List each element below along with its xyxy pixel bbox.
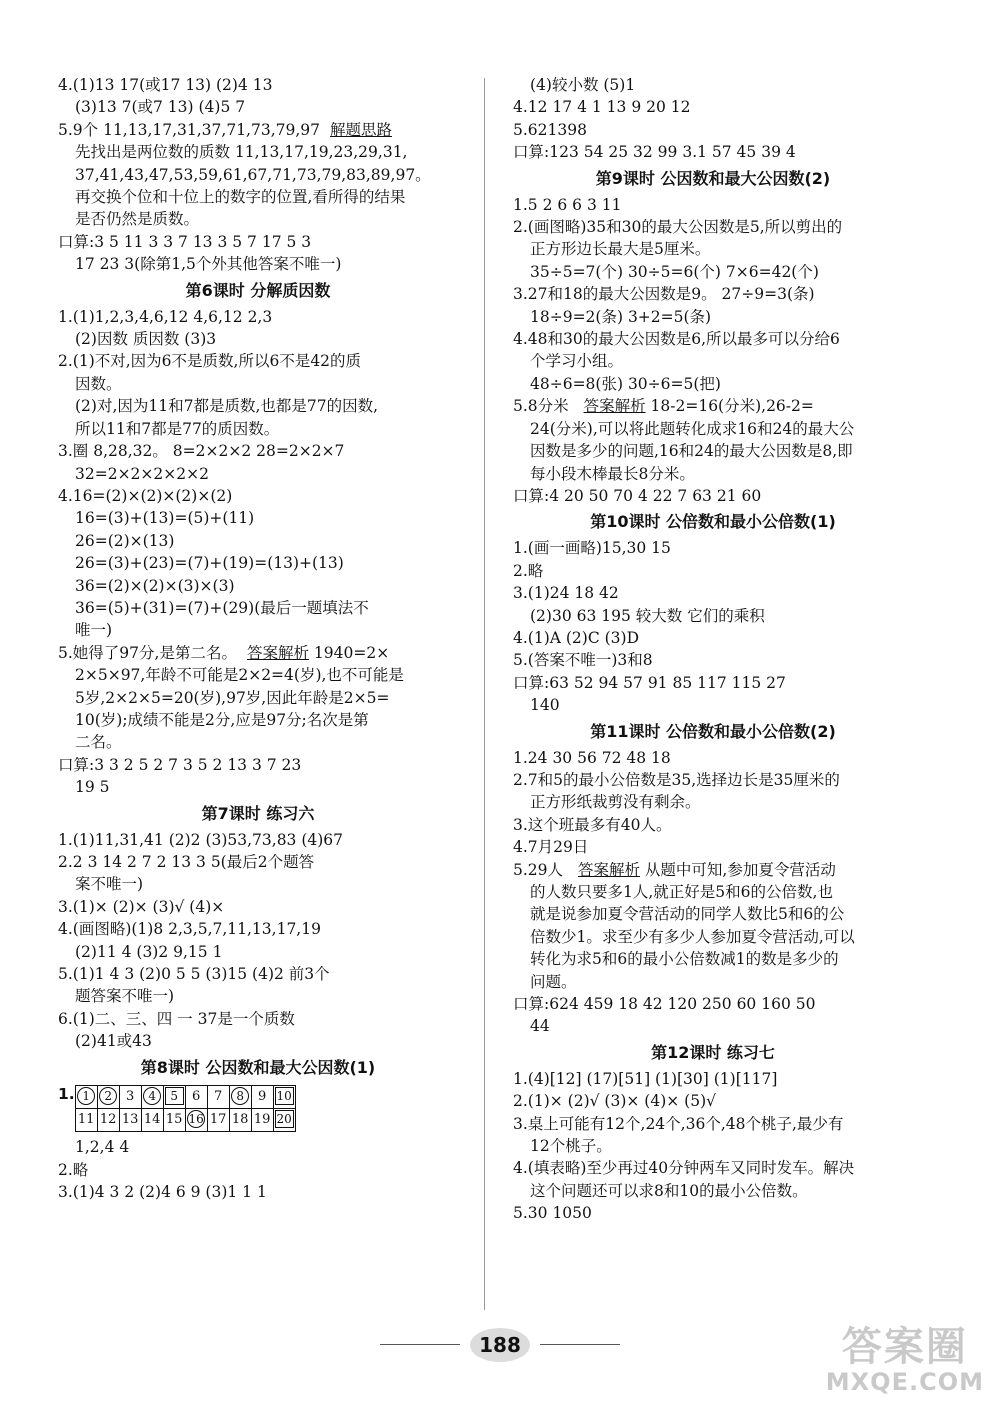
lesson-heading: 第11课时 公倍数和最小公倍数(2) bbox=[590, 721, 836, 741]
answer-line: (2)因数 质因数 (3)3 bbox=[75, 330, 217, 349]
answer-line: 17 23 3(除第1,5个外其他答案不唯一) bbox=[75, 255, 342, 274]
answer-line: 2.7和5的最小公倍数是35,选择边长是35厘米的 bbox=[513, 770, 840, 789]
grid-cell: 18 bbox=[229, 1109, 251, 1132]
watermark-logo: 答案圈 bbox=[841, 1324, 968, 1370]
answer-line: (3)13 7(或7 13) (4)5 7 bbox=[75, 98, 246, 117]
answer-line: 2.2 3 14 2 7 2 13 3 5(最后2个题答 bbox=[58, 853, 315, 871]
grid-cell: 12 bbox=[97, 1109, 119, 1132]
grid-cell: 5 bbox=[163, 1085, 185, 1108]
grid-cell: 19 bbox=[251, 1109, 273, 1132]
grid-cell: 3 bbox=[119, 1085, 141, 1108]
answer-tag: 答案解析 bbox=[246, 643, 309, 662]
answer-line: 2.(1)不对,因为6不是质数,所以6不是42的质 bbox=[58, 352, 362, 371]
answer-line: 3.(1)× (2)× (3)√ (4)× bbox=[58, 897, 225, 916]
answer-line: 5.(答案不唯一)3和8 bbox=[513, 651, 653, 670]
answer-line: 3.27和18的最大公因数是9。 27÷9=3(条) bbox=[513, 285, 815, 304]
answer-line: 二名。 bbox=[75, 733, 122, 752]
answer-line: 口算:63 52 94 57 91 85 117 115 27 bbox=[513, 673, 786, 692]
answer-line: 32=2×2×2×2×2 bbox=[75, 464, 209, 483]
answer-line: 4.7月29日 bbox=[513, 838, 589, 857]
answer-line: 12个桃子。 bbox=[530, 1137, 612, 1156]
grid-cell: 10 bbox=[273, 1085, 295, 1108]
answer-line: 16=(3)+(13)=(5)+(11) bbox=[75, 509, 255, 528]
answer-line: 10(岁);成绩不能是2分,应是97分;名次是第 bbox=[75, 710, 369, 729]
answer-line: 5.(1)1 4 3 (2)0 5 5 (3)15 (4)2 前3个 bbox=[58, 965, 330, 984]
answer-line: 4.(1)A (2)C (3)D bbox=[513, 628, 639, 647]
answer-line: 5.8分米 答案解析 18-2=16(分米),26-2= bbox=[513, 397, 814, 416]
answer-line: 26=(2)×(13) bbox=[75, 531, 175, 550]
answer-line: 问题。 bbox=[530, 972, 577, 991]
grid-cell: 14 bbox=[141, 1109, 163, 1132]
answer-line: 35÷5=7(个) 30÷5=6(个) 7×6=42(个) bbox=[530, 262, 819, 281]
answer-line: 5.她得了97分,是第二名。 答案解析 1940=2× bbox=[58, 643, 390, 662]
lesson-heading: 第7课时 练习六 bbox=[201, 803, 315, 823]
answer-line: 唯一) bbox=[75, 621, 113, 640]
answer-line: 1.(4)[12] (17)[51] (1)[30] (1)[117] bbox=[513, 1069, 778, 1088]
grid-cell: 11 bbox=[75, 1109, 97, 1132]
watermark-url: MXQE.COM bbox=[825, 1368, 984, 1396]
left-column bbox=[58, 74, 458, 1204]
answer-line: 5.30 1050 bbox=[513, 1204, 592, 1223]
answer-tag: 答案解析 bbox=[583, 397, 646, 416]
answer-line: (2)对,因为11和7都是质数,也都是77的因数, bbox=[75, 397, 379, 416]
answer-line: 是否仍然是质数。 bbox=[75, 210, 200, 229]
answer-line: 36=(5)+(31)=(7)+(29)(最后一题填法不 bbox=[75, 598, 369, 617]
answer-line: 每小段木棒最长8分米。 bbox=[530, 464, 695, 483]
answer-line: 5岁,2×2×5=20(岁),97岁,因此年龄是2×5= bbox=[75, 688, 390, 707]
answer-line: 18÷9=2(条) 3+2=5(条) bbox=[530, 307, 712, 326]
lesson-heading: 第6课时 分解质因数 bbox=[185, 280, 331, 300]
answer-line: 3.(1)4 3 2 (2)4 6 9 (3)1 1 1 bbox=[58, 1183, 267, 1202]
answer-line: 4.16=(2)×(2)×(2)×(2) bbox=[58, 486, 233, 505]
answer-line: 1,2,4 4 bbox=[75, 1138, 130, 1157]
answer-line: 26=(3)+(23)=(7)+(19)=(13)+(13) bbox=[75, 554, 344, 573]
answer-line: 口算:4 20 50 70 4 22 7 63 21 60 bbox=[513, 486, 762, 505]
answer-line: 因数。 bbox=[75, 374, 122, 393]
answer-line: 4.12 17 4 1 13 9 20 12 bbox=[513, 98, 691, 117]
answer-line: 37,41,43,47,53,59,61,67,71,73,79,83,89,97。 bbox=[75, 165, 431, 184]
grid-cell: 6 bbox=[185, 1085, 207, 1108]
grid-cell: 20 bbox=[273, 1109, 295, 1132]
answer-line: 2×5×97,年龄不可能是2×2=4(岁),也不可能是 bbox=[75, 666, 404, 685]
number-grid-answer: 1. 1 2 3 4 5 6 7 8 9 10 11 12 13 14 15 16 17 18 19 20 bbox=[58, 1083, 458, 1137]
grid-cell: 8 bbox=[229, 1085, 251, 1108]
page-number-rule-left bbox=[380, 1344, 460, 1345]
answer-line: 个学习小组。 bbox=[530, 352, 624, 371]
answer-line: 4.(填表略)至少再过40分钟两车又同时发车。解决 bbox=[513, 1159, 855, 1178]
answer-line: 先找出是两位数的质数 11,13,17,19,23,29,31, bbox=[75, 143, 408, 162]
lesson-heading: 第10课时 公倍数和最小公倍数(1) bbox=[590, 512, 836, 532]
answer-line: (4)较小数 (5)1 bbox=[530, 76, 636, 94]
answer-line: 6.(1)二、三、四 一 37是一个质数 bbox=[58, 1009, 295, 1028]
answer-line: 36=(2)×(2)×(3)×(3) bbox=[75, 576, 235, 595]
number-grid bbox=[75, 1085, 296, 1133]
answer-line: 这个问题还可以求8和10的最小公倍数。 bbox=[530, 1181, 808, 1200]
answer-line: 1.(1)1,2,3,4,6,12 4,6,12 2,3 bbox=[58, 307, 273, 326]
answer-line: (2)41或43 bbox=[75, 1032, 152, 1051]
answer-line: (2)30 63 195 较大数 它们的乘积 bbox=[530, 606, 765, 625]
answer-line: 口算:624 459 18 42 120 250 60 160 50 bbox=[513, 995, 816, 1014]
lesson-heading: 第8课时 公因数和最大公因数(1) bbox=[140, 1057, 376, 1077]
grid-cell: 2 bbox=[97, 1085, 119, 1108]
answer-line: 2.略 bbox=[58, 1160, 89, 1179]
grid-cell: 4 bbox=[141, 1085, 163, 1108]
answer-line: 3.(1)24 18 42 bbox=[513, 584, 619, 603]
lesson-heading: 第9课时 公因数和最大公因数(2) bbox=[595, 168, 831, 188]
grid-cell: 9 bbox=[251, 1085, 273, 1108]
answer-line: 案不唯一) bbox=[75, 875, 144, 894]
answer-line: 19 5 bbox=[75, 778, 110, 797]
answer-line: 5.9个 11,13,17,31,37,71,73,79,97 解题思路 bbox=[58, 120, 393, 139]
answer-line: 正方形边长最大是5厘米。 bbox=[530, 240, 711, 259]
answer-line: 2.(1)× (2)√ (3)× (4)× (5)√ bbox=[513, 1092, 716, 1111]
answer-line: 再交换个位和十位上的数字的位置,看所得的结果 bbox=[75, 188, 406, 207]
answer-line: 44 bbox=[530, 1017, 550, 1036]
answer-line: 3.这个班最多有40人。 bbox=[513, 815, 672, 834]
answer-line: 5.29人 答案解析 从题中可知,参加夏令营活动 bbox=[513, 860, 836, 879]
right-column bbox=[513, 74, 913, 1225]
answer-line: 1.(画一画略)15,30 15 bbox=[513, 539, 671, 558]
answer-tag: 答案解析 bbox=[577, 860, 640, 879]
answer-tag: 解题思路 bbox=[330, 120, 393, 139]
page-number-rule-right bbox=[540, 1344, 620, 1345]
answer-line: 2.略 bbox=[513, 561, 544, 580]
grid-cell: 17 bbox=[207, 1109, 229, 1132]
answer-line: (2)11 4 (3)2 9,15 1 bbox=[75, 942, 223, 961]
answer-line: 48÷6=8(张) 30÷6=5(把) bbox=[530, 374, 721, 393]
page-number: 188 bbox=[460, 1322, 540, 1368]
answer-line: 1.24 30 56 72 48 18 bbox=[513, 748, 671, 767]
answer-line: 题答案不唯一) bbox=[75, 987, 175, 1006]
answer-line: 1.5 2 6 6 3 11 bbox=[513, 195, 622, 214]
answer-line: 140 bbox=[530, 696, 560, 715]
answer-line: 倍数少1。求至少有多少人参加夏令营活动,可以 bbox=[530, 927, 855, 946]
answer-line: 转化为求5和6的最小公倍数减1的数是多少的 bbox=[530, 950, 839, 969]
answer-line: 就是说参加夏令营活动的同学人数比5和6的公 bbox=[530, 905, 845, 924]
lesson-heading: 第12课时 练习七 bbox=[651, 1042, 775, 1062]
answer-line: 4.48和30的最大公因数是6,所以最多可以分给6 bbox=[513, 330, 840, 349]
grid-cell: 16 bbox=[185, 1109, 207, 1132]
grid-cell: 1 bbox=[75, 1085, 97, 1108]
grid-cell: 7 bbox=[207, 1085, 229, 1108]
answer-line: 口算:3 5 11 3 3 7 13 3 5 7 17 5 3 bbox=[58, 232, 312, 251]
watermark bbox=[826, 1325, 984, 1395]
answer-line: 3.圈 8,28,32。 8=2×2×2 28=2×2×7 bbox=[58, 442, 345, 461]
answer-line: 的人数只要多1人,就正好是5和6的公倍数,也 bbox=[530, 883, 833, 901]
answer-line: 5.621398 bbox=[513, 120, 587, 139]
answer-line: 口算:3 3 2 5 2 7 3 5 2 13 3 7 23 bbox=[58, 755, 302, 774]
answer-line: 正方形纸裁剪没有剩余。 bbox=[530, 793, 701, 812]
answer-line: 口算:123 54 25 32 99 3.1 57 45 39 4 bbox=[513, 143, 796, 162]
answer-line: 所以11和7都是77的质因数。 bbox=[75, 419, 280, 438]
answer-line: 因数是多少的问题,16和24的最大公因数是8,即 bbox=[530, 442, 853, 461]
answer-line: 4.(画图略)(1)8 2,3,5,7,11,13,17,19 bbox=[58, 920, 321, 939]
grid-cell: 13 bbox=[119, 1109, 141, 1132]
answer-line: 1.(1)11,31,41 (2)2 (3)53,73,83 (4)67 bbox=[58, 830, 344, 849]
answer-line: 24(分米),可以将此题转化成求16和24的最大公 bbox=[530, 419, 855, 438]
grid-cell: 15 bbox=[163, 1109, 185, 1132]
column-divider bbox=[484, 78, 485, 1310]
answer-line: 4.(1)13 17(或17 13) (2)4 13 bbox=[58, 76, 273, 94]
answer-line: 3.桌上可能有12个,24个,36个,48个桃子,最少有 bbox=[513, 1114, 844, 1133]
answer-line: 2.(画图略)35和30的最大公因数是5,所以剪出的 bbox=[513, 218, 843, 237]
